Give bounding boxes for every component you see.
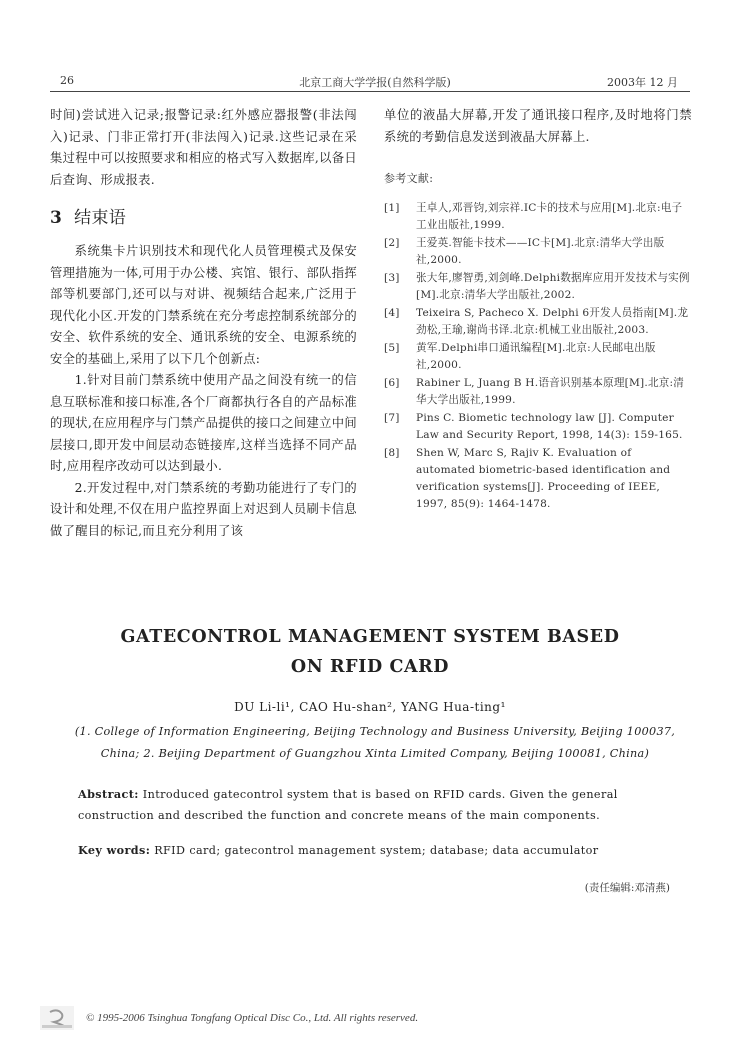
header-rule [50,91,690,92]
reference-list [384,200,692,513]
reference-item [384,200,692,234]
body-paragraph: 单位的液晶大屏幕,开发了通讯接口程序,及时地将门禁系统的考勤信息发送到液晶大屏幕上. [384,108,692,144]
reference-number: [7] [384,411,400,424]
reference-text: Shen W, Marc S, Rajiv K. Evaluation of automated biometric-based identification and verification systems[J]. Proceeding of IEEE, 1997, 85(9): 1464-1478. [416,446,671,510]
reference-item [384,445,692,513]
body-paragraph: 2.开发过程中,对门禁系统的考勤功能进行了专门的设计和处理,不仅在用户监控界面上对迟到人员刷卡信息做了醒目的标记,而且充分利用了该 [50,480,357,538]
abstract-text: Introduced gatecontrol system that is based on RFID cards. Given the general construction and described the function and concrete means of the main components. [78,788,618,822]
running-header [60,72,690,90]
keywords-label: Key words: [78,843,151,857]
english-authors: DU Li-li¹, CAO Hu-shan², YANG Hua-ting¹ [234,700,506,714]
reference-item [384,375,692,409]
page-number: 26 [60,74,74,87]
body-paragraph: 1.针对目前门禁系统中使用产品之间没有统一的信息互联标准和接口标准,各个厂商都执行各自的产品标准的现状,在应用程序与门禁产品提供的接口之间建立中间层接口,即开发中间层动态链接库,这样当选择不同产品时,应用程序改动可以达到最小. [50,373,357,473]
english-affiliations [60,721,690,765]
section-title: 结束语 [74,208,127,228]
english-abstract [78,784,678,826]
affiliation-line: (1. College of Information Engineering, Beijing Technology and Business University, Beijing 100037, [74,725,676,738]
english-title-line: GATECONTROL MANAGEMENT SYSTEM BASED [120,627,620,647]
reference-text: 王卓人,邓晋钧,刘宗祥.IC卡的技术与应用[M].北京:电子工业出版社,1999. [416,201,683,231]
reference-number: [6] [384,376,400,389]
reference-text: Teixeira S, Pacheco X. Delphi 6开发人员指南[M].龙劲松,王瑜,谢尚书译.北京:机械工业出版社,2003. [416,306,689,336]
references-heading: 参考文献: [384,172,434,185]
reference-text: Rabiner L, Juang B H.语音识别基本原理[M].北京:清华大学出版社,1999. [416,376,685,406]
reference-text: 张大年,廖智勇,刘剑峰.Delphi数据库应用开发技术与实例[M].北京:清华大学出版社,2002. [416,271,690,301]
issue-date: 2003年 12 月 [607,76,678,89]
editor-note: (责任编辑:邓清燕) [584,882,670,894]
reference-item [384,410,692,444]
section-heading [50,205,357,231]
reference-item [384,270,692,304]
left-column [50,105,357,542]
keywords-text: RFID card; gatecontrol management system; database; data accumulator [150,844,599,857]
english-title-line: ON RFID CARD [290,657,450,677]
english-title [50,622,690,682]
right-column [384,105,692,514]
reference-number: [2] [384,236,400,249]
copyright-notice: © 1995-2006 Tsinghua Tongfang Optical Disc Co., Ltd. All rights reserved. [86,1012,419,1024]
reference-text: Pins C. Biometic technology law [J]. Computer Law and Security Report, 1998, 14(3): 159-165. [416,411,683,441]
reference-item [384,340,692,374]
english-keywords [78,840,678,861]
reference-text: 王爱英.智能卡技术——IC卡[M].北京:清华大学出版社,2000. [416,236,665,266]
reference-number: [8] [384,446,400,459]
publisher-logo-icon [40,1006,74,1030]
reference-number: [4] [384,306,400,319]
footer [40,1006,700,1032]
reference-text: 黄军.Delphi串口通讯编程[M].北京:人民邮电出版社,2000. [416,341,656,371]
body-paragraph: 系统集卡片识别技术和现代化人员管理模式及保安管理措施为一体,可用于办公楼、宾馆、银行、部队指挥部等机要部门,还可以与对讲、视频结合起来,广泛用于现代化小区.开发的门禁系统在充分考虑控制系统部分的安全、软件系统的安全、通讯系统的安全、电源系统的安全的基础上,采用了以下几个创新点: [50,244,357,366]
section-number: 3 [50,208,63,228]
journal-name: 北京工商大学学报(自然科学版) [299,76,451,89]
body-paragraph: 时间)尝试进入记录;报警记录:红外感应器报警(非法闯入)记录、门非正常打开(非法闯入)记录.这些记录在采集过程中可以按照要求和相应的格式写入数据库,以备日后查询、形成报表. [50,108,357,187]
abstract-label: Abstract: [78,787,139,801]
affiliation-line: China; 2. Beijing Department of Guangzhou Xinta Limited Company, Beijing 100081, China) [100,747,650,760]
reference-number: [5] [384,341,400,354]
reference-number: [1] [384,201,400,214]
reference-item [384,235,692,269]
reference-number: [3] [384,271,400,284]
reference-item [384,305,692,339]
